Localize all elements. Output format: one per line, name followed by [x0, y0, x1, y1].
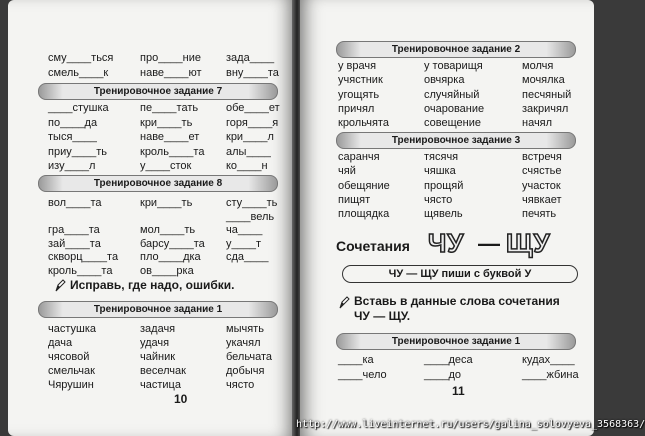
word-row — [300, 88, 594, 102]
word-cell: чясовой — [48, 351, 90, 363]
left-task1-title: Тренировочное задание 1 — [93, 304, 223, 315]
word-cell: кри____ть — [140, 197, 193, 209]
word-row — [300, 164, 594, 178]
word-cell: тясячя — [424, 151, 459, 163]
left-page-number: 10 — [174, 392, 188, 406]
insert-instruction-line2: ЧУ — ЩУ. — [354, 309, 411, 323]
word-cell: мочялка — [522, 74, 565, 87]
word-cell: овчярка — [424, 74, 465, 87]
rule-text: ЧУ — ЩУ пиши с буквой У — [388, 268, 532, 280]
combo-label: Сочетания — [336, 238, 410, 254]
word-row — [8, 145, 294, 159]
insert-instruction-line1: Вставь в данные слова сочетания — [354, 294, 560, 308]
word-cell: крольчята — [338, 117, 389, 130]
word-cell: сту____ть — [226, 197, 278, 209]
task3-banner — [336, 132, 576, 149]
fix-instruction: Исправь, где надо, ошибки. — [70, 278, 235, 292]
word-row — [300, 353, 594, 367]
word-row — [300, 116, 594, 130]
combo-shchu: ЩУ — [506, 228, 551, 258]
task2-title: Тренировочное задание 2 — [391, 44, 521, 55]
word-cell: случяйный — [424, 88, 480, 101]
word-cell: изу____л — [48, 160, 96, 172]
word-row — [8, 250, 294, 264]
task7-banner — [38, 83, 278, 100]
word-cell: частушка — [48, 323, 97, 335]
right-task1-title: Тренировочное задание 1 — [391, 336, 521, 347]
word-cell: кроль____та — [140, 145, 205, 158]
word-cell: горя____я — [226, 116, 279, 129]
left-task1-banner — [38, 301, 278, 318]
word-cell: причял — [338, 102, 375, 115]
word-cell: у____сток — [140, 160, 192, 172]
task8-title: Тренировочное задание 8 — [93, 178, 223, 189]
word-row — [300, 207, 594, 221]
right-page-number: 11 — [452, 384, 465, 398]
word-cell: угощять — [338, 88, 380, 101]
word-cell: Чярушин — [48, 379, 94, 391]
word-row — [300, 179, 594, 193]
word-cell: обе____ет — [226, 102, 280, 114]
word-cell: ча____ — [226, 224, 263, 236]
word-cell: ____деса — [424, 354, 473, 366]
word-cell: тыся____ — [48, 131, 97, 143]
word-row — [8, 210, 294, 224]
word-cell: наве____ют — [140, 67, 202, 79]
word-cell: наве____ет — [140, 131, 200, 143]
word-cell: чяшка — [424, 165, 456, 178]
word-cell: сму____ться — [48, 52, 114, 64]
task3-title: Тренировочное задание 3 — [391, 135, 521, 146]
word-cell: встречя — [522, 151, 562, 163]
word-cell: кроль____та — [48, 264, 113, 277]
word-cell: по____да — [48, 116, 98, 129]
word-cell: зада____ — [226, 52, 275, 64]
word-cell: укачял — [226, 337, 261, 349]
word-row — [8, 116, 294, 130]
word-cell: скворц____та — [48, 251, 119, 263]
pencil-icon — [54, 279, 66, 293]
word-row — [8, 66, 294, 80]
word-row — [8, 364, 294, 378]
word-cell: удачя — [140, 337, 170, 349]
left-page — [8, 0, 294, 436]
word-row — [8, 101, 294, 115]
pencil-icon — [338, 296, 350, 310]
word-row — [8, 196, 294, 210]
task2-banner — [336, 41, 576, 58]
task8-banner — [38, 175, 278, 192]
word-row — [300, 193, 594, 207]
word-cell: ко____н — [226, 160, 268, 172]
word-cell: сда____ — [226, 251, 269, 263]
word-cell: гра____та — [48, 224, 100, 236]
watermark: http://www.liveinternet.ru/users/galina_solovyeva_3568363/ — [296, 419, 645, 430]
word-cell: печять — [522, 208, 557, 221]
word-cell: дача — [48, 337, 73, 349]
word-cell: чявкает — [522, 193, 562, 206]
word-cell: добычя — [226, 365, 265, 377]
word-cell: мычять — [226, 323, 264, 335]
word-cell: кри____л — [226, 131, 274, 143]
word-cell: прощяй — [424, 179, 464, 192]
word-cell: мол____ть — [140, 224, 196, 236]
word-cell: чясто — [226, 379, 255, 391]
word-cell: ____вель — [226, 210, 275, 223]
word-cell: кудах____ — [522, 354, 575, 366]
word-cell: пе____тать — [140, 102, 199, 114]
word-row — [8, 378, 294, 392]
word-row — [8, 336, 294, 350]
word-row — [300, 73, 594, 87]
word-cell: алы____ — [226, 145, 271, 158]
word-cell: ____чело — [338, 369, 387, 381]
word-cell: чайник — [140, 351, 176, 363]
word-cell: вну____та — [226, 67, 279, 79]
word-cell: ____до — [424, 369, 462, 381]
rule-box — [342, 265, 578, 283]
word-cell: ____жбина — [522, 369, 579, 381]
word-cell: про____ние — [140, 52, 201, 64]
task7-title: Тренировочное задание 7 — [93, 86, 223, 97]
word-cell: чяй — [338, 165, 356, 178]
word-cell: частица — [140, 379, 181, 391]
combo-chu: ЧУ — [428, 228, 465, 258]
word-row — [8, 159, 294, 173]
word-cell: ____ка — [338, 354, 374, 366]
word-cell: участок — [522, 179, 561, 192]
word-cell: молчя — [522, 60, 554, 72]
word-cell: счястье — [522, 165, 562, 178]
word-cell: учястник — [338, 74, 383, 87]
word-cell: смель____к — [48, 67, 109, 79]
word-row — [8, 350, 294, 364]
word-cell: песчяный — [522, 88, 572, 101]
word-cell: ов____рка — [140, 264, 194, 277]
right-task1-banner — [336, 333, 576, 350]
word-row — [8, 223, 294, 237]
word-row — [300, 368, 594, 382]
word-cell: кри____ть — [140, 116, 193, 129]
word-cell: обещяние — [338, 179, 390, 192]
word-cell: площядка — [338, 208, 390, 221]
word-cell: саранчя — [338, 151, 380, 163]
word-cell: щявель — [424, 208, 463, 221]
word-cell: вол____та — [48, 197, 102, 209]
word-cell: ____стушка — [48, 102, 109, 114]
word-cell: пищят — [338, 193, 371, 206]
word-cell: совещение — [424, 117, 481, 130]
word-row — [300, 59, 594, 73]
word-row — [8, 322, 294, 336]
word-cell: чясто — [424, 193, 453, 206]
word-row — [300, 150, 594, 164]
word-cell: барсу____та — [140, 237, 205, 250]
word-row — [8, 130, 294, 144]
word-cell: бельчата — [226, 351, 272, 363]
word-row — [8, 237, 294, 251]
word-row — [8, 51, 294, 65]
word-cell: зай____та — [48, 237, 101, 250]
word-cell: веселчак — [140, 365, 186, 377]
word-row — [300, 102, 594, 116]
word-cell: очарование — [424, 102, 485, 115]
word-cell: закричял — [522, 102, 569, 115]
word-cell: у____т — [226, 237, 262, 250]
word-cell: у врачя — [338, 60, 377, 72]
word-cell: пло____дка — [140, 251, 201, 263]
word-cell: у товарищя — [424, 60, 483, 72]
word-cell: смельчак — [48, 365, 95, 377]
word-cell: начял — [522, 117, 553, 130]
word-row — [8, 264, 294, 278]
combo-dash: — — [478, 231, 500, 256]
word-cell: приу____ть — [48, 145, 107, 158]
word-cell: задачя — [140, 323, 176, 335]
right-page — [300, 0, 594, 436]
